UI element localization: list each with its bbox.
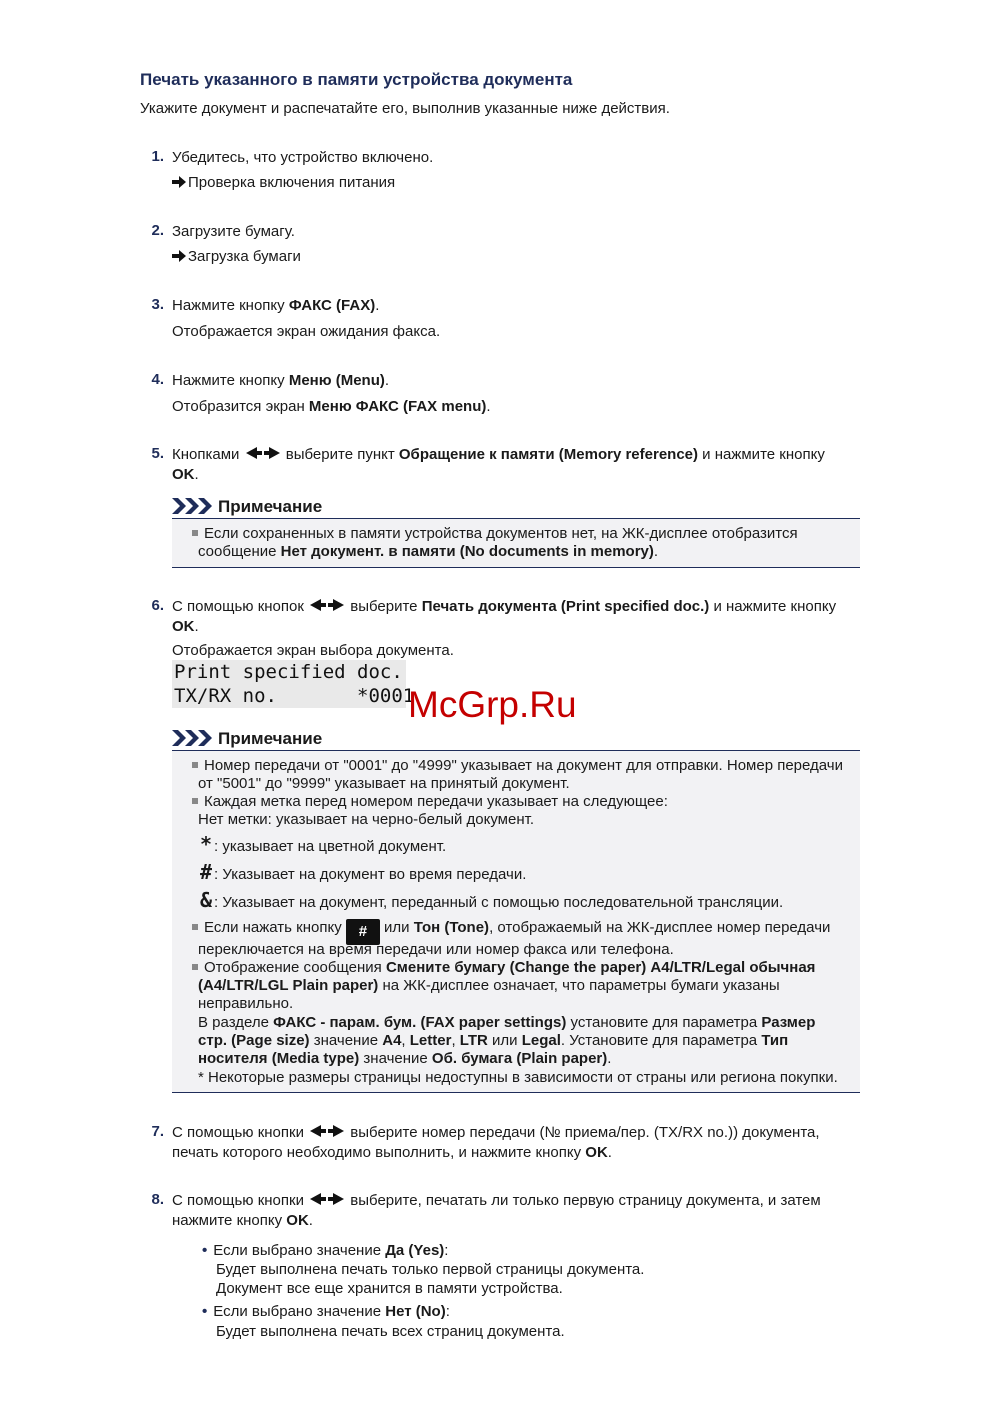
broadcast-mark-icon: &	[199, 888, 213, 912]
note-text: Каждая метка перед номером передачи указывает на следующее:	[192, 793, 848, 811]
note-text: неправильно.	[198, 995, 294, 1012]
step-number: 5.	[151, 445, 164, 462]
left-right-arrows-icon	[310, 599, 344, 611]
link-power-check[interactable]	[172, 174, 395, 191]
left-right-arrows-icon	[246, 447, 280, 459]
note-box	[172, 519, 860, 568]
lcd-line: TX/RX no. *0001	[174, 685, 415, 707]
color-mark-icon: *	[199, 832, 213, 856]
arrow-right-icon	[172, 176, 186, 188]
step-4-detail: Отобразится экран Меню ФАКС (FAX menu).	[172, 398, 491, 415]
chevrons-icon	[172, 498, 214, 514]
note-text: стр. (Page size) значение A4, Letter, LTR или Legal. Установите для параметра Тип	[198, 1032, 789, 1049]
note-text: & : Указывает на документ, переданный с помощью последовательной трансляции.	[199, 888, 784, 912]
note-text: Отображение сообщения Смените бумагу (Change the paper) A4/LTR/Legal обычная	[192, 959, 848, 977]
step-5-text: Кнопками выберите пункт Обращение к памяти (Memory reference) и нажмите кнопку OK.	[172, 446, 825, 483]
note-text: от "5001" до "9999" указывает на принятый документ.	[198, 775, 570, 792]
step-4-text: Нажмите кнопку Меню (Menu).	[172, 372, 390, 389]
step-6-text: С помощью кнопок выберите Печать документа (Print specified doc.) и нажмите кнопку OK.	[172, 598, 837, 635]
left-right-arrows-icon	[310, 1125, 344, 1137]
left-right-arrows-icon	[310, 1193, 344, 1205]
note-text: * : указывает на цветной документ.	[199, 832, 447, 856]
sub-option-detail: Будет выполнена печать всех страниц документа.	[216, 1323, 565, 1340]
note-heading: Примечание	[172, 729, 322, 749]
note-box	[172, 751, 860, 1093]
link-load-paper[interactable]	[172, 248, 301, 265]
step-number: 4.	[151, 371, 164, 388]
step-number: 2.	[151, 222, 164, 239]
step-3-text: Нажмите кнопку ФАКС (FAX).	[172, 297, 380, 314]
step-number: 7.	[151, 1123, 164, 1140]
step-number: 1.	[151, 148, 164, 165]
note-text: сообщение Нет документ. в памяти (No documents in memory).	[198, 543, 659, 560]
note-text: В разделе ФАКС - парам. бум. (FAX paper settings) установите для параметра Размер	[198, 1014, 816, 1031]
bullet-square-icon	[192, 530, 198, 536]
step-6-detail: Отображается экран выбора документа.	[172, 642, 454, 659]
link-label[interactable]: Проверка включения питания	[188, 174, 396, 191]
step-number: 6.	[151, 597, 164, 614]
note-text: * Некоторые размеры страницы недоступны в зависимости от страны или региона покупки.	[198, 1069, 838, 1086]
step-1-text: Убедитесь, что устройство включено.	[172, 149, 434, 166]
step-8-text: С помощью кнопки выберите, печатать ли только первую страницу документа, и затем нажмите кнопку OK.	[172, 1192, 821, 1229]
sub-option-no: • Если выбрано значение Нет (No):	[202, 1303, 450, 1320]
note-text: # : Указывает на документ во время передачи.	[199, 860, 527, 884]
arrow-right-icon	[172, 250, 186, 262]
hash-mark-icon: #	[199, 860, 213, 884]
intro-text: Укажите документ и распечатайте его, выполнив указанные ниже действия.	[140, 100, 670, 117]
note-heading: Примечание	[172, 497, 322, 517]
step-2-text: Загрузите бумагу.	[172, 223, 295, 240]
note-text: носителя (Media type) значение Об. бумага (Plain paper).	[198, 1050, 612, 1067]
note-text: Если нажать кнопку # или Тон (Tone), отображаемый на ЖК-дисплее номер передачи	[192, 919, 848, 945]
lcd-line: Print specified doc.	[174, 661, 403, 683]
lcd-screen	[172, 660, 415, 708]
chevrons-icon	[172, 730, 214, 746]
note-text: Нет метки: указывает на черно-белый документ.	[198, 811, 534, 828]
hash-button-icon: #	[346, 919, 380, 945]
step-7-text: С помощью кнопки выберите номер передачи (№ приема/пер. (TX/RX no.)) документа, печать которого необходимо выполнить, и нажмите кнопку OK.	[172, 1124, 820, 1161]
step-number: 3.	[151, 296, 164, 313]
bullet: •	[202, 1303, 208, 1320]
sub-option-detail: Будет выполнена печать только первой страницы документа.	[216, 1261, 645, 1278]
step-3-detail: Отображается экран ожидания факса.	[172, 323, 441, 340]
bullet: •	[202, 1242, 208, 1259]
step-number: 8.	[151, 1191, 164, 1208]
watermark: McGrp.Ru	[408, 684, 577, 725]
page-title: Печать указанного в памяти устройства документа	[140, 70, 573, 89]
note-text: переключается на время передачи или номер факса или телефона.	[198, 941, 674, 958]
note-text: (A4/LTR/LGL Plain paper) на ЖК-дисплее означает, что параметры бумаги указаны	[198, 977, 780, 994]
sub-option-yes: • Если выбрано значение Да (Yes):	[202, 1242, 449, 1259]
note-text: Если сохраненных в памяти устройства документов нет, на ЖК-дисплее отобразится	[192, 525, 848, 543]
note-text: Номер передачи от "0001" до "4999" указывает на документ для отправки. Номер передачи	[192, 757, 848, 775]
sub-option-detail: Документ все еще хранится в памяти устройства.	[216, 1280, 563, 1297]
link-label[interactable]: Загрузка бумаги	[188, 248, 301, 265]
